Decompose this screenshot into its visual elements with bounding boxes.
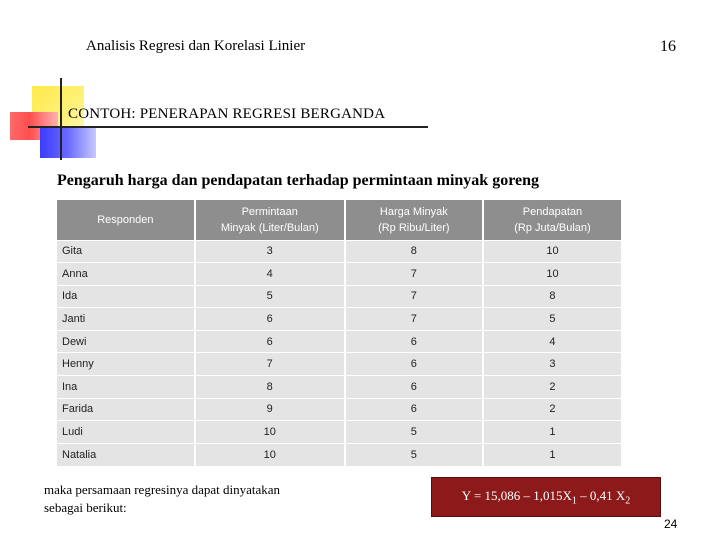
table-row xyxy=(57,443,621,466)
cell-harga: 5 xyxy=(345,443,483,466)
cell-permintaan: 7 xyxy=(195,353,345,376)
decor-horizontal-line xyxy=(28,126,428,128)
conclusion-text xyxy=(44,481,280,517)
data-table xyxy=(57,200,621,466)
cell-pendapatan: 1 xyxy=(549,448,556,461)
column-header: Harga Minyak (Rp Ribu/Liter) xyxy=(345,200,483,240)
cell-permintaan: 4 xyxy=(195,263,345,286)
cell-permintaan: 3 xyxy=(195,240,345,263)
cell-responden: Henny xyxy=(57,353,195,376)
cell-harga: 5 xyxy=(345,421,483,444)
cell-responden: Dewi xyxy=(57,330,195,353)
formula-text: $Y = 15,086 - 1,015X_1 - 0,41$ $X_2$ xyxy=(461,487,631,507)
decor-blue-square xyxy=(40,128,96,158)
cell-permintaan: 6 xyxy=(195,308,345,331)
table-row xyxy=(57,398,621,421)
cell-harga: 6 xyxy=(345,376,483,399)
cell-permintaan: 10 xyxy=(195,421,345,444)
cell-pendapatan: 3 xyxy=(549,358,556,371)
column-header: Pendapatan (Rp Juta/Bulan) xyxy=(514,205,591,234)
table-row xyxy=(57,421,621,444)
cell-pendapatan: 4 xyxy=(549,335,556,348)
page-number: 24 xyxy=(664,517,678,531)
cell-harga: 6 xyxy=(345,353,483,376)
table-row xyxy=(57,263,621,286)
cell-pendapatan: 10 xyxy=(546,245,559,258)
cell-harga: 6 xyxy=(345,330,483,353)
table-header-row xyxy=(57,200,621,240)
cell-pendapatan: 2 xyxy=(549,380,556,393)
cell-responden: Gita xyxy=(57,240,195,263)
table-row xyxy=(57,330,621,353)
cell-harga: 6 xyxy=(345,398,483,421)
cell-pendapatan: 5 xyxy=(549,313,556,326)
cell-pendapatan: 1 xyxy=(549,426,556,439)
cell-responden: Ida xyxy=(57,285,195,308)
slide-number: 16 xyxy=(660,38,676,55)
table-row xyxy=(57,285,621,308)
table-row xyxy=(57,240,621,263)
table-subtitle: Pengaruh harga dan pendapatan terhadap permintaan minyak goreng xyxy=(57,172,539,189)
cell-responden: Ina xyxy=(57,376,195,399)
cell-harga: 7 xyxy=(345,263,483,286)
cell-responden: Natalia xyxy=(57,443,195,466)
cell-permintaan: 6 xyxy=(195,330,345,353)
cell-harga: 8 xyxy=(345,240,483,263)
cell-responden: Ludi xyxy=(57,421,195,444)
cell-permintaan: 8 xyxy=(195,376,345,399)
table-row xyxy=(57,376,621,399)
cell-responden: Anna xyxy=(57,263,195,286)
cell-harga: 7 xyxy=(345,285,483,308)
conclusion-line: maka persamaan regresinya dapat dinyatakan xyxy=(44,482,281,497)
cell-pendapatan: 2 xyxy=(549,403,556,416)
column-header: Responden xyxy=(57,200,195,240)
regression-formula-box xyxy=(431,477,661,517)
cell-permintaan: 9 xyxy=(195,398,345,421)
section-title: CONTOH: PENERAPAN REGRESI BERGANDA xyxy=(68,106,386,122)
cell-harga: 7 xyxy=(345,308,483,331)
cell-permintaan: 10 xyxy=(195,443,345,466)
table-row xyxy=(57,353,621,376)
cell-responden: Farida xyxy=(57,398,195,421)
cell-pendapatan: 10 xyxy=(546,267,559,280)
decor-vertical-line xyxy=(60,78,62,160)
cell-permintaan: 5 xyxy=(195,285,345,308)
conclusion-line: sebagai berikut: xyxy=(44,500,127,515)
column-header: Permintaan Minyak (Liter/Bulan) xyxy=(195,200,345,240)
cell-pendapatan: 8 xyxy=(549,290,556,303)
cell-responden: Janti xyxy=(57,308,195,331)
table-row xyxy=(57,308,621,331)
slide-header-title: Analisis Regresi dan Korelasi Linier xyxy=(86,38,306,54)
